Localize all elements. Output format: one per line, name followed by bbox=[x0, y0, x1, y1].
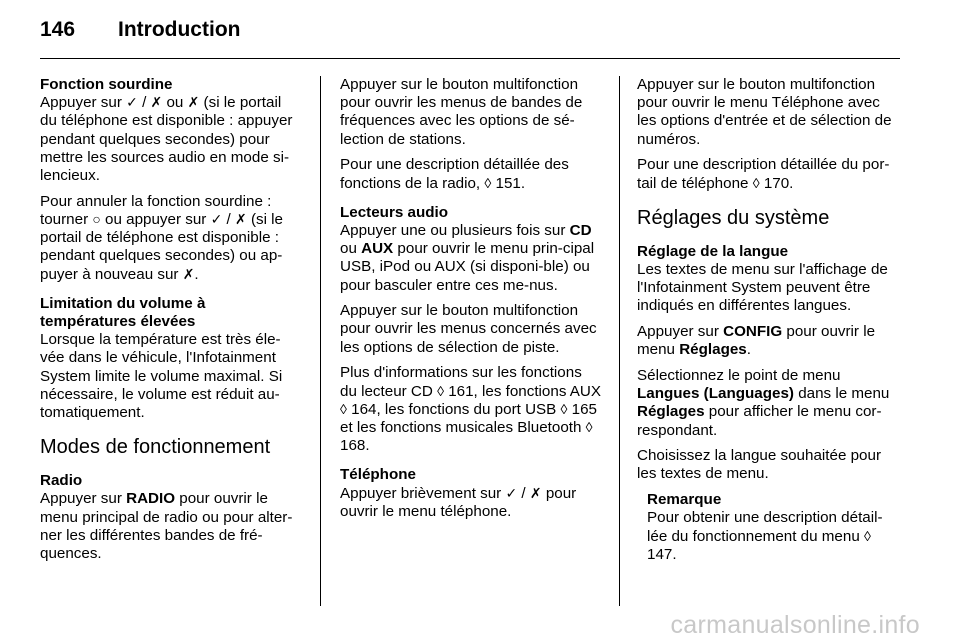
arrow-ref-icon: ◊ bbox=[340, 400, 347, 417]
paragraph: Les textes de menu sur l'affichage de l'Infotainment System peuvent être indiqués en différentes langues. bbox=[637, 260, 888, 315]
paragraph: Appuyer sur le bouton multifonction pour ouvrir les menus concernés avec les options de sélection de piste. bbox=[340, 302, 597, 356]
text: 147. bbox=[647, 545, 677, 563]
paragraph bbox=[340, 156, 602, 192]
subheading-phone: Téléphone bbox=[340, 466, 416, 484]
text: Appuyer sur bbox=[40, 94, 127, 112]
phone-icon: ✓ bbox=[210, 210, 223, 227]
text: Appuyer sur bbox=[637, 323, 724, 341]
text: pour ouvrir le menu bbox=[637, 323, 876, 359]
text: ou appuyer sur bbox=[100, 210, 211, 228]
header-rule bbox=[40, 58, 900, 59]
watermark: carmanualsonline.info bbox=[670, 611, 920, 639]
text: 161, les fonctions AUX bbox=[444, 382, 602, 400]
text: / bbox=[517, 484, 530, 502]
paragraph bbox=[340, 364, 602, 455]
phone-icon: ✓ bbox=[126, 94, 138, 111]
text: 168. bbox=[340, 437, 370, 455]
text: Pour annuler la fonction sourdine : tourner bbox=[40, 192, 272, 228]
section-heading-modes: Modes de fonctionnement bbox=[40, 436, 271, 459]
menu-reglages: Réglages bbox=[679, 341, 747, 359]
text: pour ouvrir le menu prin-cipal USB, iPod ou AUX (si disponi-ble) ou pour basculer entre ces me-nus. bbox=[340, 240, 595, 294]
subheading-language: Réglage de la langue bbox=[637, 242, 789, 260]
text: ou bbox=[162, 94, 188, 112]
paragraph: Choisissez la langue souhaitée pour les textes de menu. bbox=[637, 447, 882, 483]
subheading-radio: Radio bbox=[40, 472, 83, 490]
key-aux: AUX bbox=[361, 240, 394, 258]
key-config: CONFIG bbox=[723, 323, 783, 341]
knob-icon: ○ bbox=[92, 210, 101, 227]
note-text bbox=[647, 509, 901, 564]
subheading-volume-limit: Limitation du volume à températures élevées bbox=[40, 294, 206, 330]
text: . bbox=[194, 265, 199, 283]
column-divider bbox=[619, 76, 620, 606]
mute-icon: ✗ bbox=[182, 265, 195, 282]
text: / bbox=[137, 94, 151, 112]
text: / bbox=[222, 210, 235, 228]
text: . bbox=[746, 341, 751, 359]
paragraph bbox=[40, 193, 302, 284]
paragraph bbox=[40, 94, 302, 185]
paragraph bbox=[637, 156, 901, 192]
text: Appuyer une ou plusieurs fois sur bbox=[340, 221, 570, 239]
arrow-ref-icon: ◊ bbox=[864, 527, 871, 544]
section-heading-system-settings: Réglages du système bbox=[637, 206, 830, 229]
text: ou bbox=[340, 240, 362, 258]
text: 165 et les fonctions musicales Bluetooth bbox=[340, 400, 597, 436]
arrow-ref-icon: ◊ bbox=[484, 174, 492, 191]
text: dans le menu bbox=[793, 385, 890, 403]
column-1 bbox=[40, 76, 302, 571]
key-radio: RADIO bbox=[126, 490, 176, 508]
paragraph: Appuyer sur le bouton multifonction pour ouvrir le menu Téléphone avec les options d'entrée et de sélection de numéros. bbox=[637, 76, 892, 148]
note-box bbox=[647, 491, 901, 564]
arrow-ref-icon: ◊ bbox=[585, 418, 593, 435]
mute-icon: ✗ bbox=[529, 484, 542, 501]
page-header bbox=[40, 18, 240, 48]
paragraph bbox=[637, 367, 901, 440]
text: Appuyer brièvement sur bbox=[340, 484, 506, 502]
text: (si le portail du téléphone est disponible : appuyer pendant quelques secondes) pour mettre les sources audio en mode si-lencieux. bbox=[40, 94, 293, 185]
paragraph: Lorsque la température est très éle-vée dans le véhicule, l'Infotainment System limite le volume maximal. Si nécessaire, le volume est réduit au-tomatiquement. bbox=[40, 331, 283, 421]
arrow-ref-icon: ◊ bbox=[560, 400, 568, 417]
paragraph bbox=[637, 323, 901, 359]
column-2 bbox=[340, 76, 602, 528]
phone-icon: ✓ bbox=[505, 484, 518, 501]
text: 170. bbox=[759, 174, 794, 192]
subheading-mute: Fonction sourdine bbox=[40, 76, 173, 93]
column-divider bbox=[320, 76, 321, 606]
paragraph bbox=[40, 490, 302, 563]
arrow-ref-icon: ◊ bbox=[437, 382, 444, 399]
text: 164, les fonctions du port USB bbox=[346, 400, 561, 418]
text: Pour une description détaillée du por-tail de téléphone bbox=[637, 156, 890, 192]
text: pour ouvrir le menu principal de radio ou pour alter-ner les différentes bandes de fré-quences. bbox=[40, 490, 293, 562]
mute-icon: ✗ bbox=[150, 94, 163, 111]
text: Pour obtenir une description détail-lée du fonctionnement du menu bbox=[647, 509, 883, 545]
menu-langues: Langues (Languages) bbox=[637, 385, 794, 403]
paragraph bbox=[340, 222, 602, 295]
text: Plus d'informations sur les fonctions du lecteur CD bbox=[340, 364, 582, 400]
menu-reglages: Réglages bbox=[637, 403, 705, 421]
paragraph: Appuyer sur le bouton multifonction pour ouvrir les menus de bandes de fréquences avec les options de sé-lection de stations. bbox=[340, 76, 583, 148]
mute-icon: ✗ bbox=[187, 94, 200, 111]
mute-icon: ✗ bbox=[234, 210, 247, 227]
text: Appuyer sur bbox=[40, 490, 127, 508]
arrow-ref-icon: ◊ bbox=[752, 174, 760, 191]
text: Sélectionnez le point de menu bbox=[637, 366, 841, 384]
text: pour ouvrir le menu téléphone. bbox=[340, 484, 577, 520]
subheading-audio: Lecteurs audio bbox=[340, 203, 449, 221]
text: pour afficher le menu cor-respondant. bbox=[637, 403, 882, 439]
note-heading: Remarque bbox=[647, 491, 722, 509]
paragraph bbox=[340, 485, 602, 521]
text: (si le portail de téléphone est disponible : pendant quelques secondes) ou ap-puyer à nouveau sur bbox=[40, 210, 284, 283]
key-cd: CD bbox=[569, 221, 592, 239]
text: 151. bbox=[491, 174, 526, 192]
page-title: Introduction bbox=[118, 18, 241, 41]
page-number: 146 bbox=[40, 18, 76, 41]
text: Pour une description détaillée des fonctions de la radio, bbox=[340, 156, 569, 192]
column-3 bbox=[637, 76, 901, 571]
